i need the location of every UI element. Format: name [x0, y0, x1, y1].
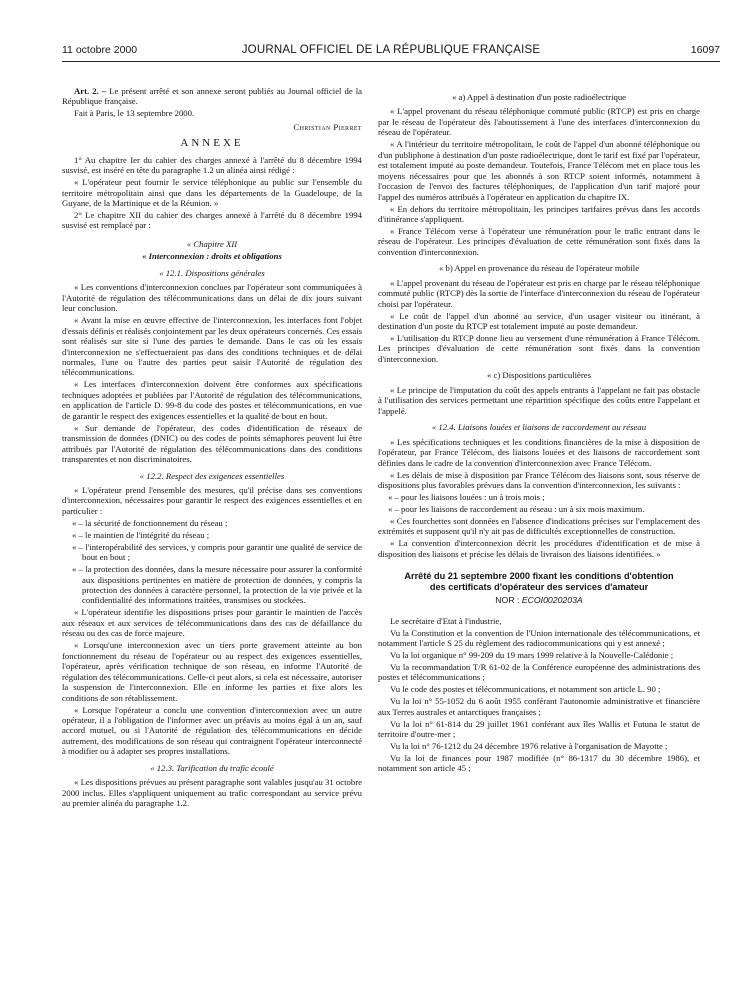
paragraph: « L'utilisation du RTCP donne lieu au versement d'une rémunération à France Télécom. Les principes d'évaluation de cette rémunération sont fixés dans la convention d'interconnexion.	[378, 333, 700, 364]
paragraph: « Lorsque l'opérateur a conclu une convention d'interconnexion avec un autre opérateur, il a l'obligation de l'informer avec un préavis au moins égal à un an, sauf accord mutuel, ou si l'Autorité de régulation des télécommunications en décide autrement, des modifications de son réseau qui contraignent l'opérateur interconnecté à modifier ou à adapter ses propres installations.	[62, 704, 362, 757]
paragraph: « France Télécom verse à l'opérateur une rémunération pour le trafic entrant dans le réseau de l'opérateur. Les principes d'évaluation de cette rémunération sont fixés dans la convention d'interconnexion.	[378, 225, 700, 257]
arrete-title: Arrêté du 21 septembre 2000 fixant les conditions d'obtention des certificats d'opérateur des services d'amateur	[404, 571, 674, 593]
article-2	[62, 86, 362, 107]
section-heading-12-3: « 12.3. Tarification du trafic écoulé	[150, 762, 274, 773]
chapter-title: « Interconnexion : droits et obligations	[142, 251, 282, 262]
paragraph: Vu la loi de finances pour 1987 modifiée (n° 86-1317 du 30 décembre 1986), et notamment son article 45 ;	[378, 753, 700, 774]
section-heading-12-4: « 12.4. Liaisons louées et liaisons de raccordement au réseau	[431, 422, 647, 433]
paragraph: « Les dispositions prévues au présent paragraphe sont valables jusqu'au 31 octobre 2000 inclus. Elles s'appliquent uniquement au trafic correspondant au service prévu au premier alinéa du paragraphe 1.2.	[62, 777, 362, 809]
list-item: « – la sécurité de fonctionnement du réseau ;	[72, 517, 228, 528]
paragraph: Vu le code des postes et télécommunications, et notamment son article L. 90 ;	[390, 684, 661, 695]
paragraph: « A l'intérieur du territoire métropolitain, le coût de l'appel d'un abonné téléphonique ou d'un publiphone à destination d'un poste radioélectrique, dont le tarif est fixé par l'opérateur, est totalement imputé au poste demandeur. Toutefois, France Télécom met en place tous les moyens nécessaires pour que les abonnés à son RTCP soient informés, notamment à l'occasion de l'envoi des factures téléphoniques, de l'application d'un tarif majoré pour l'appel des numéros attribués à l'opérateur en application du chapitre IX.	[378, 139, 700, 202]
article-2-label: Art. 2. –	[74, 86, 107, 96]
list-item: « – l'interopérabilité des services, y compris pour garantir une qualité de service de bout en bout ;	[72, 541, 362, 563]
paragraph: « Sur demande de l'opérateur, des codes d'identification de réseaux de transmission de données (DNIC) ou des codes de points sémaphores peuvent lui être attribués par l'Autorité de régulation des télécommunications dans des conditions transparentes et non discriminatoires.	[62, 422, 362, 465]
header-rule	[62, 61, 720, 62]
paragraph: Vu la Constitution et la convention de l'Union internationale des télécommunications, et notamment l'article S 25 du règlement des radiocommunications qui y est annexé ;	[378, 627, 700, 648]
header-date: 11 octobre 2000	[62, 44, 138, 56]
paragraph: « L'opérateur prend l'ensemble des mesures, qu'il précise dans ses conventions d'interconnexion, nécessaires pour garantir le respect des exigences essentielles et en particulier :	[62, 484, 362, 516]
nor-code: ECOI0020203A	[521, 595, 583, 606]
header-journal-title: JOURNAL OFFICIEL DE LA RÉPUBLIQUE FRANÇAISE	[241, 44, 541, 56]
list-item: « – la protection des données, dans la mesure nécessaire pour assurer la conformité aux dispositions pertinentes en matière de protection de données, y compris la protection des données à caractère personnel, la protection de la vie privée et la confidentialité des informations traitées, transmises ou stockées.	[72, 564, 362, 606]
paragraph: « Les interfaces d'interconnexion doivent être conformes aux spécifications techniques adoptées et publiées par l'Autorité de régulation des télécommunications, en application de l'article D. 99-8 du code des postes et télécommunications, en vue de garantir le respect des exigences essentielles et la qualité de bout en bout.	[62, 379, 362, 421]
paragraph: « Le coût de l'appel d'un abonné au service, d'un usager visiteur ou itinérant, à destination d'un poste du RTCP est totalement imputé au poste demandeur.	[378, 310, 700, 332]
paragraph: Vu la loi organique n° 99-209 du 19 mars 1999 relative à la Nouvelle-Calédonie ;	[390, 649, 674, 660]
header-page-number: 16097	[690, 44, 720, 56]
nor-label: NOR :	[495, 595, 520, 606]
paragraph: « Les spécifications techniques et les conditions financières de la mise à disposition de l'opérateur, par France Télécom, des liaisons louées et des liaisons de raccordement sont définies dans le cadre de la convention d'interconnexion avec France Télécom.	[378, 436, 700, 468]
paragraph: « L'appel provenant du réseau de l'opérateur est pris en charge par le réseau téléphonique commuté public (RTCP) dès la sortie de l'interface d'interconnexion du réseau de l'opérateur choisi par l'opérateur.	[378, 277, 700, 309]
list-item: « – le maintien de l'intégrité du réseau ;	[72, 529, 210, 540]
paragraph: 1° Au chapitre Ier du cahier des charges annexé à l'arrêté du 8 décembre 1994 susvisé, est inséré en tête du paragraphe 1.2 un alinéa ainsi rédigé :	[62, 154, 362, 176]
paragraph: Vu la recommandation T/R 61-02 de la Conférence européenne des administrations des postes et télécommunications ;	[378, 661, 700, 683]
annexe-heading: ANNEXE	[180, 137, 244, 150]
paragraph: « Ces fourchettes sont données en l'absence d'indications précises sur l'emplacement des extrémités et supposent qu'il n'y ait pas de difficultés exceptionnelles de construction.	[378, 515, 700, 537]
paragraph: « Les délais de mise à disposition par France Télécom des liaisons sont, sous réserve de dispositions plus favorables prévues dans la convention d'interconnexion, les suivants :	[378, 469, 700, 490]
subsection-heading-c: « c) Dispositions particulières	[487, 370, 591, 381]
paragraph: « L'appel provenant du réseau téléphonique commuté public (RTCP) est pris en charge par le réseau de l'opérateur dès l'aboutissement à l'une des interfaces d'interconnexion du réseau de l'opérateur.	[378, 106, 700, 138]
paragraph: « Lorsqu'une interconnexion avec un tiers porte gravement atteinte au bon fonctionnement du réseau de l'opérateur ou au respect des exigences essentielles, l'opérateur, après vérification technique de son réseau, en informe l'Autorité de régulation des télécommunications. Celle-ci peut alors, si cela est nécessaire, autoriser la suspension de l'interconnexion. Elle en informe les parties et fixe alors les conditions de son rétablissement.	[62, 640, 362, 703]
subsection-heading-a: « a) Appel à destination d'un poste radioélectrique	[451, 92, 627, 102]
signatory: Christian Pierret	[293, 121, 362, 132]
left-column	[62, 86, 362, 810]
paragraph: 2° Le chapitre XII du cahier des charges annexé à l'arrêté du 8 décembre 1994 susvisé est remplacé par :	[62, 210, 362, 231]
chapter-heading: « Chapitre XII	[186, 238, 238, 249]
paragraph: Vu la loi n° 61-814 du 29 juillet 1961 conférant aux îles Wallis et Futuna le statut de territoire d'outre-mer ;	[378, 718, 700, 740]
article-2-text: Le présent arrêté et son annexe seront publiés au Journal officiel de la République française.	[62, 86, 363, 107]
paragraph: « L'opérateur peut fournir le service téléphonique au public sur l'ensemble du territoire métropolitain ainsi que dans les départements de la Guadeloupe, de la Guyane, de la Martinique et de la Réunion. »	[62, 177, 362, 209]
nor-reference	[378, 595, 700, 605]
paragraph: Vu la loi n° 55-1052 du 6 août 1955 conférant l'autonomie administrative et financière aux Terres australes et antarctiques françaises ;	[378, 696, 700, 717]
fait-a-paris: Fait à Paris, le 13 septembre 2000.	[74, 108, 195, 119]
paragraph: « Les conventions d'interconnexion conclues par l'opérateur sont communiquées à l'Autorité de régulation des télécommunications dans un délai de dix jours suivant leur conclusion.	[62, 282, 362, 314]
paragraph: Vu la loi n° 76-1212 du 24 décembre 1976 relative à l'organisation de Mayotte ;	[390, 741, 668, 752]
list-item: « – pour les liaisons de raccordement au réseau : un à six mois maximum.	[388, 503, 645, 514]
page-header	[62, 44, 720, 60]
paragraph: Le secrétaire d'Etat à l'industrie,	[390, 615, 502, 626]
paragraph: « La convention d'interconnexion décrit les procédures d'identification et de mise à disposition des liaisons et précise les délais de livraison des liaisons identifiées. »	[378, 538, 700, 559]
right-column	[378, 86, 700, 775]
list-item: « – pour les liaisons louées : un à trois mois ;	[388, 491, 545, 502]
subsection-heading-b: « b) Appel en provenance du réseau de l'opérateur mobile	[438, 263, 640, 274]
paragraph: « En dehors du territoire métropolitain, les principes tarifaires prévus dans les accords d'itinérance s'appliquent.	[378, 203, 700, 224]
section-heading-12-2: « 12.2. Respect des exigences essentielles	[139, 470, 285, 481]
section-heading-12-1: « 12.1. Dispositions générales	[159, 267, 265, 278]
paragraph: « Avant la mise en œuvre effective de l'interconnexion, les interfaces font l'objet d'essais définis et réalisés conjointement par les deux opérateurs concernés. Ces essais sont réalisés sur site si l'une des parties le demande. Dans le cas où les essais d'interconnexion ne s'effectueraient pas dans des conditions techniques et de délai normales, l'une ou l'autre des parties peut saisir l'Autorité de régulation des télécommunications.	[62, 315, 362, 378]
paragraph: « Le principe de l'imputation du coût des appels entrants à l'appelant ne fait pas obstacle à l'utilisation des services permettant une répartition spécifique des coûts entre l'appelant et l'appelé.	[378, 384, 700, 416]
paragraph: « L'opérateur identifie les dispositions prises pour garantir le maintien de l'accès aux réseaux et aux services de télécommunications dans des cas de défaillance du réseau ou des cas de force majeure.	[62, 607, 362, 639]
